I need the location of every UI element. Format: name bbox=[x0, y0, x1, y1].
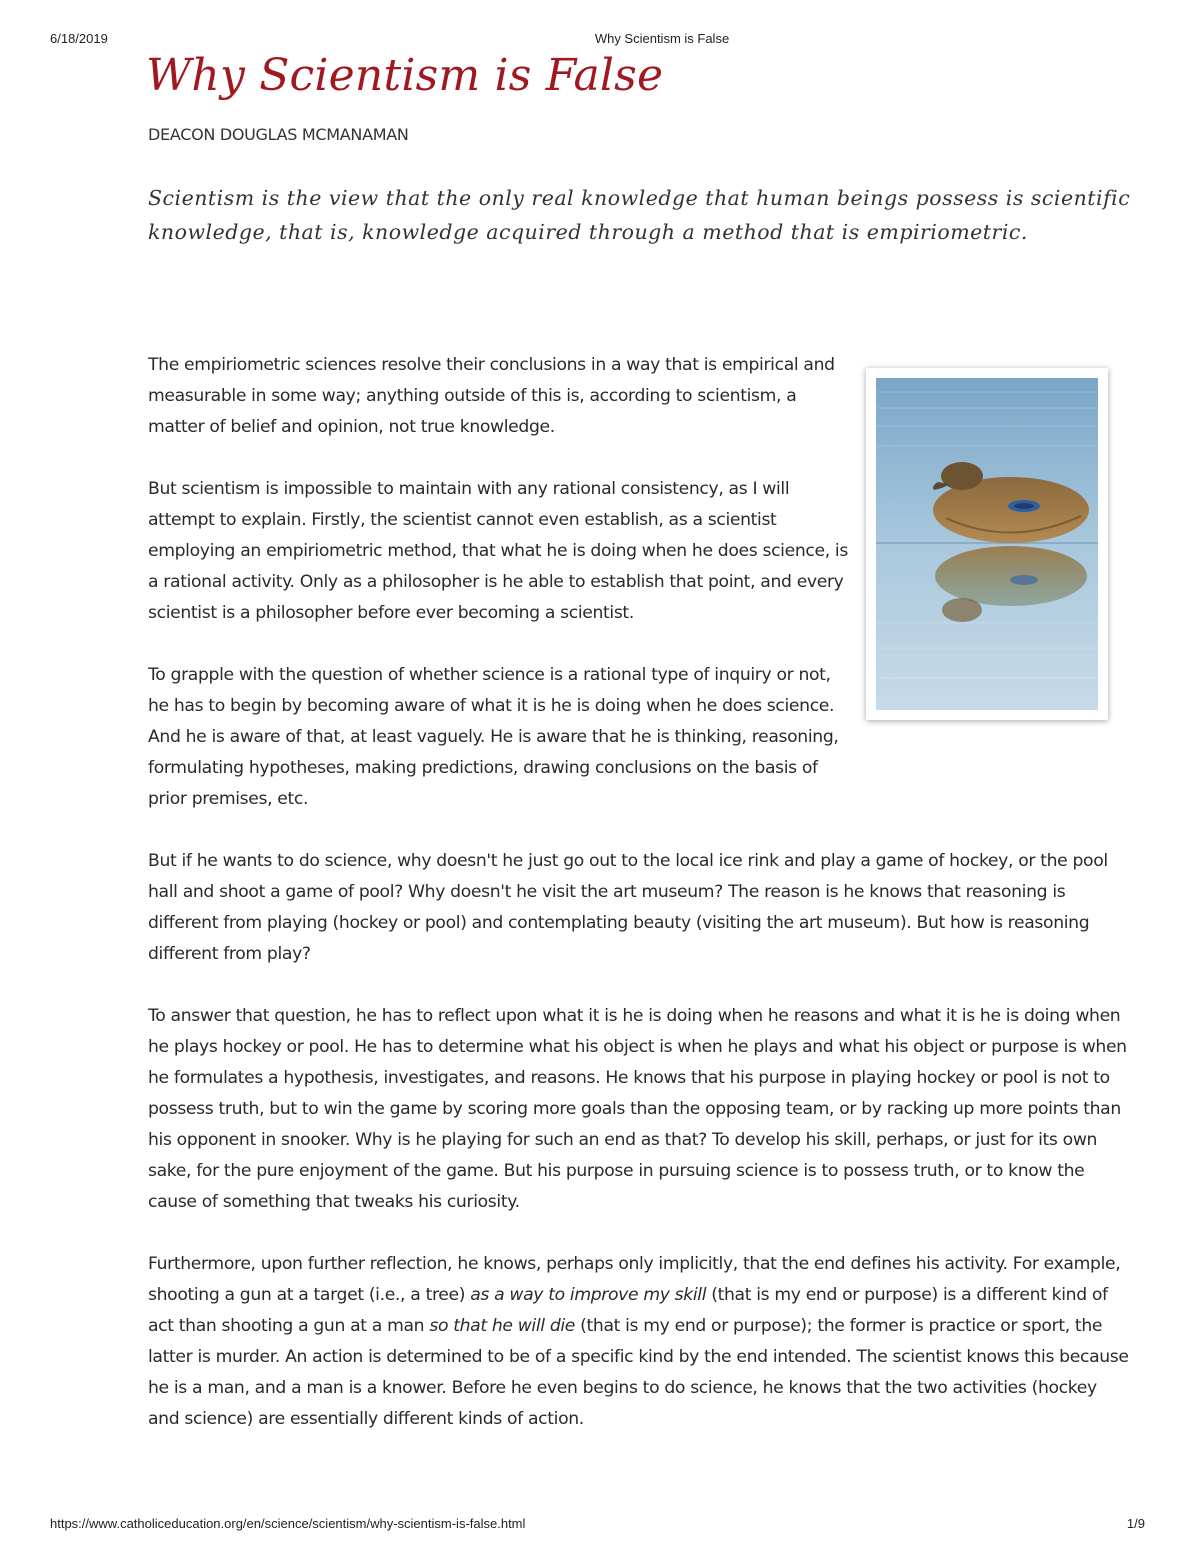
paragraph-6-emphasis-die: so that he will die bbox=[429, 1316, 576, 1336]
article-lead: Scientism is the view that the only real knowledge that human beings possess is scientific knowledge, that is, knowledge acquired through a method that is empiriometric. bbox=[148, 186, 1131, 244]
print-page-number: 1/9 bbox=[1126, 1516, 1145, 1531]
paragraph-6-emphasis-skill: as a way to improve my skill bbox=[470, 1285, 707, 1305]
article-paragraph-6 bbox=[148, 1249, 1133, 1435]
article-paragraph-2: But scientism is impossible to maintain with any rational consistency, as I will attempt to explain. Firstly, the scientist cannot even establish, as a scientist employing an empiriometric method, that what he is doing when he does science, is a rational activity. Only as a philosopher is he able to establish that point, and every scientist is a philosopher before ever becoming a scientist. bbox=[148, 479, 848, 623]
article-paragraph-5: To answer that question, he has to reflect upon what it is he is doing when he reasons and what it is he is doing when he plays hockey or pool. He has to determine what his object is when he plays and what his object or purpose is when he formulates a hypothesis, investigates, and reasons. He knows that his purpose in playing hockey or pool is not to possess truth, but to win the game by scoring more goals than the opposing team, or by racking up more points than his opponent in snooker. Why is he playing for such an end as that? To develop his skill, perhaps, or just for its own sake, for the pure enjoyment of the game. But his purpose in pursuing science is to possess truth, or to know the cause of something that tweaks his curiosity. bbox=[148, 1006, 1127, 1212]
paragraph-6-text-e: (that is my end or purpose); the former is practice or sport, the latter is murder. An action is determined to be of a specific kind by the end intended. The scientist knows this because he is a man, and a man is a knower. Before he even begins to do science, he knows that the two activities (hockey and science) are essentially different kinds of action. bbox=[148, 1316, 1129, 1429]
article-paragraph-4: But if he wants to do science, why doesn't he just go out to the local ice rink and play a game of hockey, or the pool hall and shoot a game of pool? Why doesn't he visit the art museum? The reason is he knows that reasoning is different from playing (hockey or pool) and contemplating beauty (visiting the art museum). But how is reasoning different from play? bbox=[148, 851, 1108, 964]
article-paragraph-3: To grapple with the question of whether science is a rational type of inquiry or not, he has to begin by becoming aware of what it is he is doing when he does science. And he is aware of that, at least vaguely. He is aware that he is thinking, reasoning, formulating hypotheses, making predictions, drawing conclusions on the basis of prior premises, etc. bbox=[148, 665, 839, 809]
print-footer-url: https://www.catholiceducation.org/en/science/scientism/why-scientism-is-false.html bbox=[50, 1516, 526, 1531]
article-title: Why Scientism is False bbox=[146, 50, 664, 101]
article-body bbox=[148, 350, 1133, 1466]
print-date: 6/18/2019 bbox=[50, 31, 108, 46]
paragraph-6-text-a: Furthermore, upon further reflection, he knows, perhaps only implicitly, that the end defines his activity. For example, shooting a gun at a target (i.e., a tree) bbox=[148, 1254, 1121, 1305]
print-header-title: Why Scientism is False bbox=[594, 31, 730, 46]
article-author: DEACON DOUGLAS MCMANAMAN bbox=[148, 125, 409, 144]
article-paragraph-1: The empiriometric sciences resolve their conclusions in a way that is empirical and measurable in some way; anything outside of this is, according to scientism, a matter of belief and opinion, not true knowledge. bbox=[148, 355, 835, 437]
paragraph-6-text-c: (that is my end or purpose) is a different kind of act than shooting a gun at a man bbox=[148, 1285, 1108, 1336]
